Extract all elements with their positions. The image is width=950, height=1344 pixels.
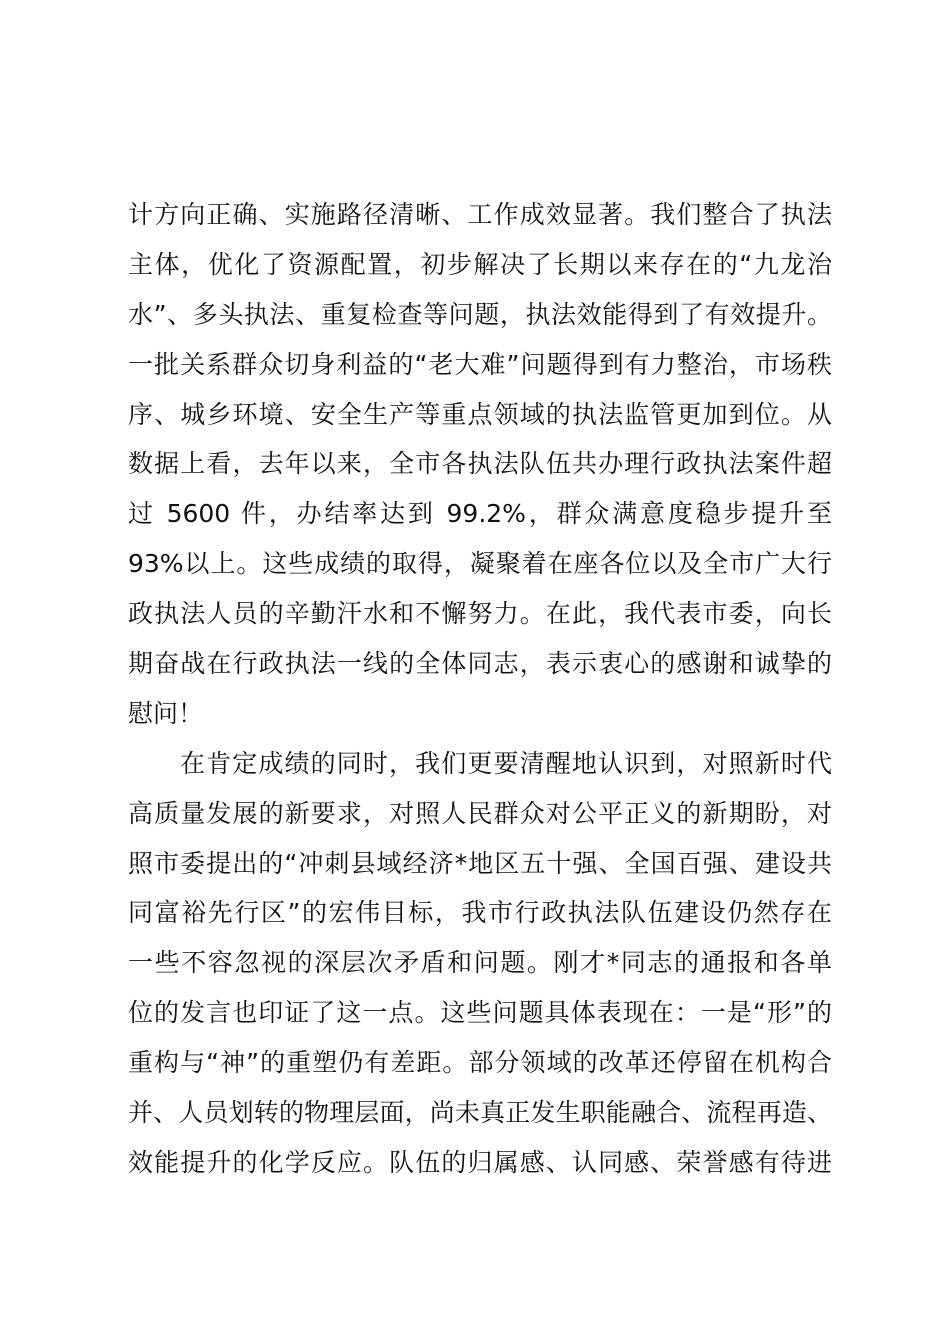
text-line: 高质量发展的新要求，对照人民群众对公平正义的新期盼，对	[128, 798, 832, 828]
text-line: 政执法人员的辛勤汗水和不懈努力。在此，我代表市委，向长	[128, 599, 832, 629]
text-line: 效能提升的化学反应。队伍的归属感、认同感、荣誉感有待进	[128, 1147, 832, 1177]
text-line: 照市委提出的“冲刺县域经济*地区五十强、全国百强、建设共	[128, 848, 832, 878]
text-line: 过 5600 件，办结率达到 99.2%，群众满意度稳步提升至	[128, 499, 832, 529]
text-line: 水”、多头执法、重复检查等问题，执法效能得到了有效提升。	[128, 299, 832, 329]
text-line: 序、城乡环境、安全生产等重点领域的执法监管更加到位。从	[128, 399, 832, 429]
paragraph-problems	[128, 739, 832, 1188]
text-line: 并、人员划转的物理层面，尚未真正发生职能融合、流程再造、	[128, 1098, 832, 1128]
text-line: 计方向正确、实施路径清晰、工作成效显著。我们整合了执法	[128, 200, 832, 229]
text-line: 主体，优化了资源配置，初步解决了长期以来存在的“九龙治	[128, 249, 832, 279]
text-line: 数据上看，去年以来，全市各执法队伍共办理行政执法案件超	[128, 449, 832, 479]
text-line: 在肯定成绩的同时，我们更要清醒地认识到，对照新时代	[180, 748, 832, 778]
text-line: 一批关系群众切身利益的“老大难”问题得到有力整治，市场秩	[128, 349, 832, 379]
text-line: 重构与“神”的重塑仍有差距。部分领域的改革还停留在机构合	[128, 1048, 832, 1078]
text-line: 位的发言也印证了这一点。这些问题具体表现在：一是“形”的	[128, 998, 832, 1028]
text-line: 93%以上。这些成绩的取得，凝聚着在座各位以及全市广大行	[128, 549, 832, 579]
text-line: 同富裕先行区”的宏伟目标，我市行政执法队伍建设仍然存在	[128, 898, 832, 928]
document-body	[128, 190, 832, 1188]
text-line: 期奋战在行政执法一线的全体同志，表示衷心的感谢和诚挚的	[128, 649, 832, 679]
text-line: 一些不容忽视的深层次矛盾和问题。刚才*同志的通报和各单	[128, 948, 832, 978]
text-line: 慰问！	[128, 698, 204, 728]
paragraph-achievements	[128, 190, 832, 739]
